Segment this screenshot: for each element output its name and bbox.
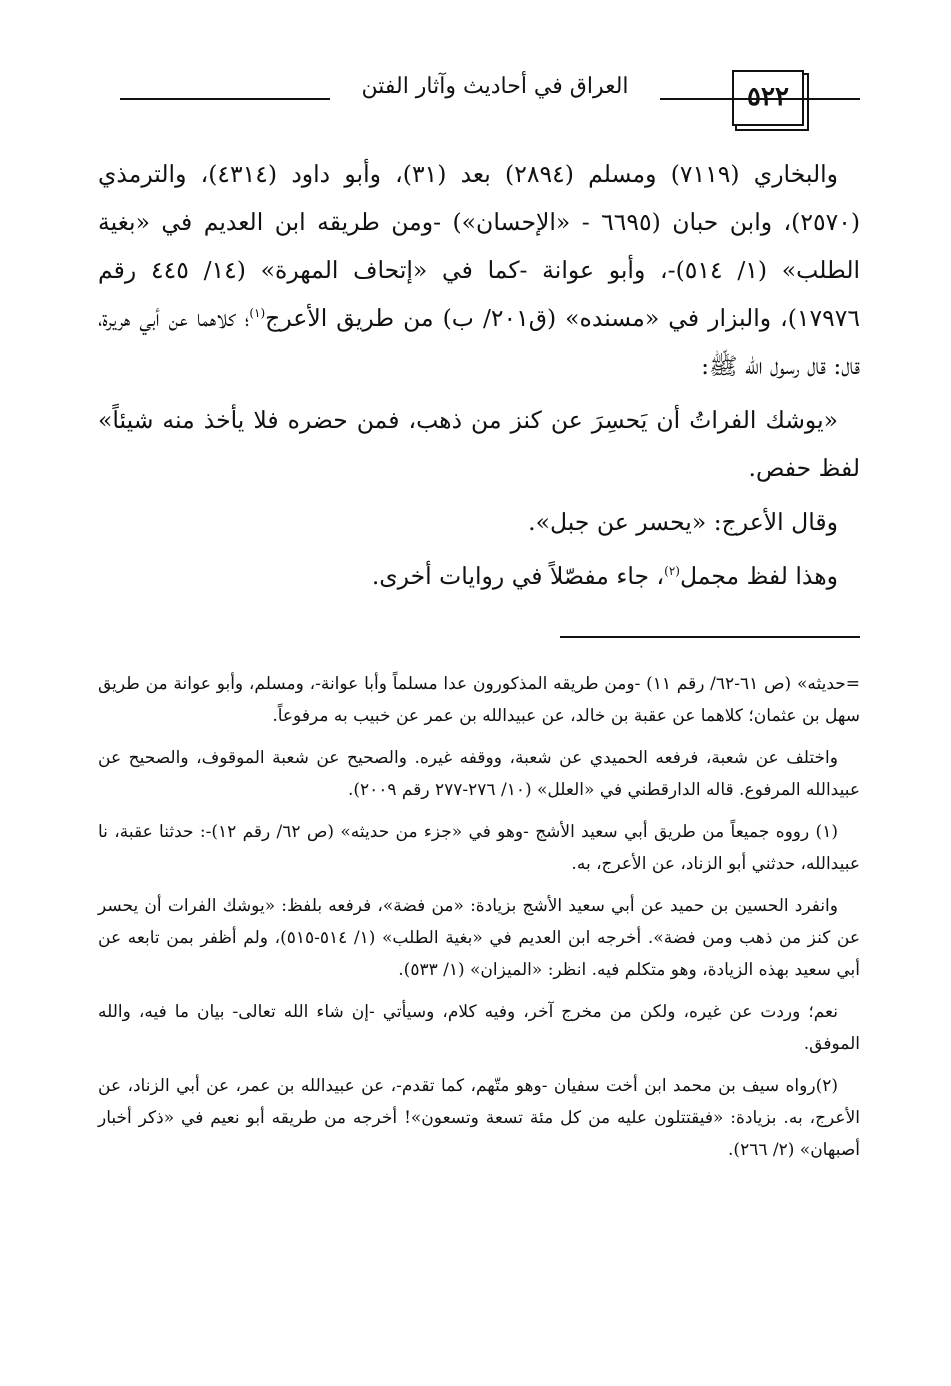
main-paragraph-1-end: ؛ كلاهما عن أبي هريرة، قال: قال رسول الله ﷺ: — [98, 304, 860, 380]
main-paragraph-1-text: والبخاري (٧١١٩) ومسلم (٢٨٩٤) بعد (٣١)، وأبو داود (٤٣١٤)، والترمذي (٢٥٧٠)، وابن حبان (٦٦٩٥ - «الإحسان») -ومن طريقه ابن العديم في «بغية الطلب» (١/ ٥١٤)-، وأبو عوانة -كما في «إتحاف المهرة» (١٤/ ٤٤٥ رقم ١٧٩٧٦)، والبزار في «مسنده» (ق٢٠١/ ب) من طريق الأعرج — [98, 160, 861, 332]
main-paragraph-3: وقال الأعرج: «يحسر عن جبل». — [528, 508, 838, 536]
footnote-ref-1: (١) — [249, 306, 266, 321]
header-rule-left — [120, 98, 330, 100]
main-text — [98, 150, 860, 606]
page-number: ٥٢٢ — [747, 82, 789, 112]
footnotes — [98, 668, 860, 1176]
footnote-ref-2: (٢) — [664, 564, 680, 579]
footnote-1-part-2: وانفرد الحسين بن حميد عن أبي سعيد الأشج بزيادة: «من فضة»، فرفعه بلفظ: «يوشك الفرات أن يحسر عن كنز من ذهب ومن فضة». أخرجه ابن العديم في «بغية الطلب» (١/ ٥١٤-٥١٥)، ولم أظفر بمن تابعه عن أبي سعيد بهذه الزيادة، وهو متكلم فيه. انظر: «الميزان» (١/ ٥٣٣). — [98, 896, 860, 980]
main-paragraph-4-end: ، جاء مفصّلاً في روايات أخرى. — [371, 562, 665, 590]
main-paragraph-2: «يوشك الفراتُ أن يَحسِرَ عن كنز من ذهب، فمن حضره فلا يأخذ منه شيئاً» لفظ حفص. — [98, 406, 860, 482]
footnote-continuation: =حديثه» (ص ٦١-٦٢/ رقم ١١) -ومن طريقه المذكورون عدا مسلماً وأبا عوانة-، ومسلم، وأبو عوانة من طريق سهل بن عثمان؛ كلاهما عن عقبة بن خالد، عن عبيدالله بن عمر عن خبيب به مرفوعاً. — [98, 674, 860, 726]
footnote-2: (٢)رواه سيف بن محمد ابن أخت سفيان -وهو متّهم، كما تقدم-، عن عبيدالله بن عمر، عن أبي الزناد، عن الأعرج، به. بزيادة: «فيقتتلون عليه من كل مئة تسعة وتسعون»! أخرجه من طريقه أبو نعيم في «ذكر أخبار أصبهان» (٢/ ٢٦٦). — [98, 1076, 860, 1160]
running-title: العراق في أحاديث وآثار الفتن — [361, 74, 629, 99]
main-paragraph-4 — [98, 552, 860, 600]
footnote-1: (١) رووه جميعاً من طريق أبي سعيد الأشج -وهو في «جزء من حديثه» (ص ٦٢/ رقم ١٢)-: حدثنا عقبة، نا عبيدالله، حدثني أبو الزناد، عن الأعرج، به. — [98, 822, 860, 874]
footnote-1-part-3: نعم؛ وردت عن غيره، ولكن من مخرج آخر، وفيه كلام، وسيأتي -إن شاء الله تعالى- بيان ما فيه، والله الموفق. — [98, 1002, 860, 1054]
main-paragraph-4-text: وهذا لفظ مجمل — [679, 562, 838, 590]
page-number-box — [732, 70, 804, 126]
main-paragraph-1 — [98, 150, 860, 390]
footnote-continuation-2: واختلف عن شعبة، فرفعه الحميدي عن شعبة، ووقفه غيره. والصحيح عن شعبة الموقوف، والصحيح عن عبيدالله المرفوع. قاله الدارقطني في «العلل» (١٠/ ٢٧٦-٢٧٧ رقم ٢٠٠٩). — [98, 748, 860, 800]
page-header — [100, 70, 860, 126]
header-rule-right — [800, 98, 860, 100]
footnote-separator — [560, 636, 860, 638]
